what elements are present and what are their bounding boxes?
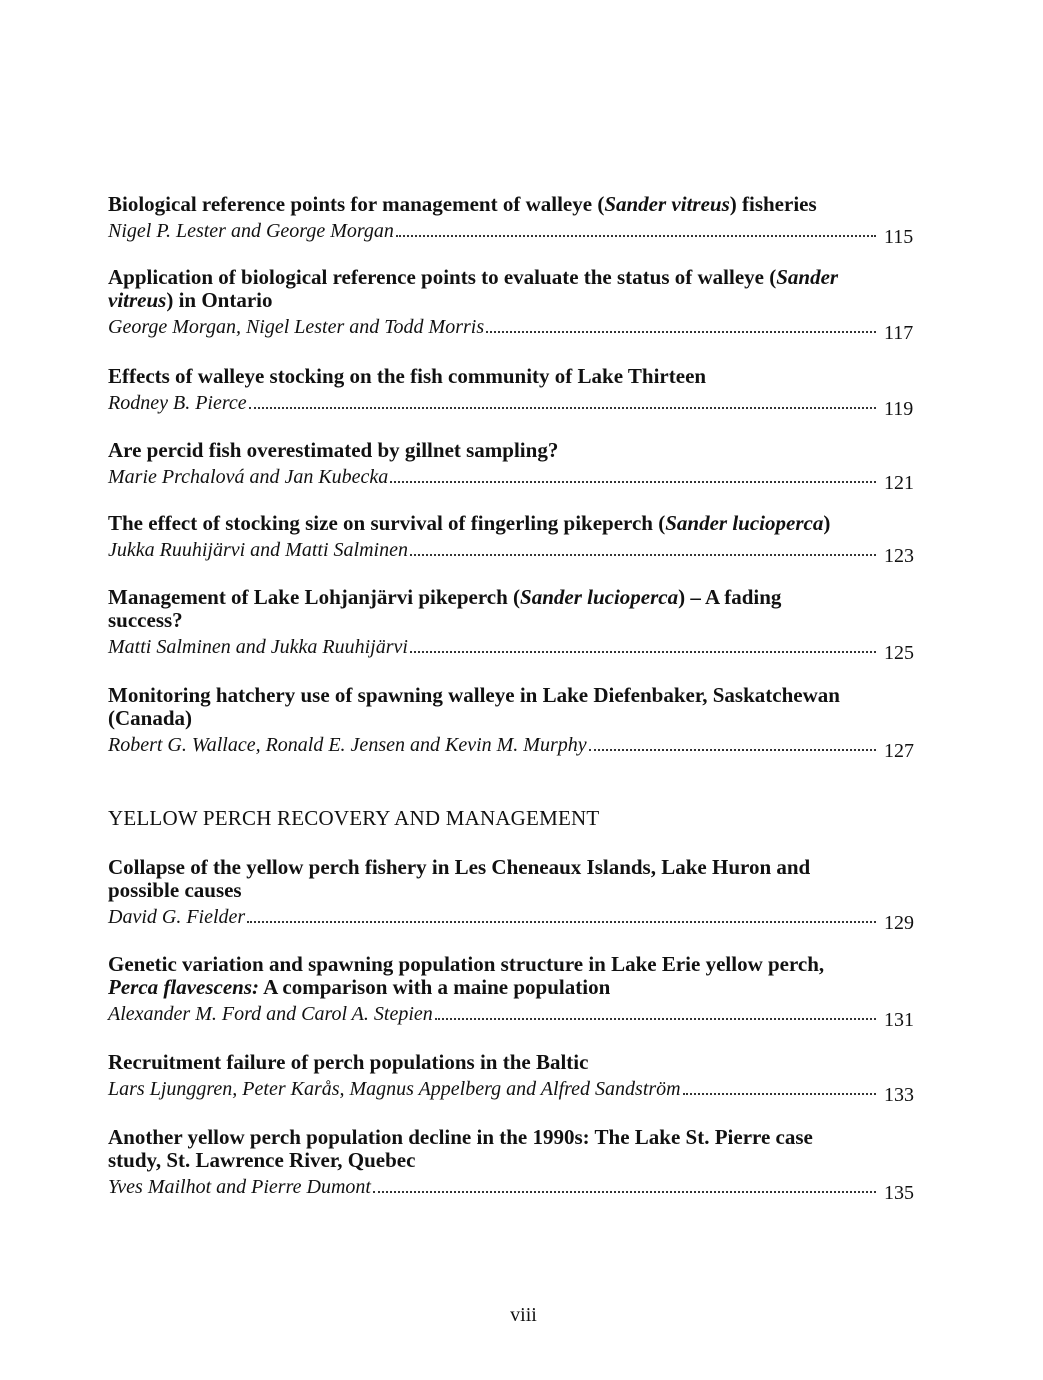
entry-title: Application of biological reference points to evaluate the status of walleye (Sander vitreus) in Ontario bbox=[108, 265, 839, 312]
toc-entry bbox=[108, 952, 928, 1031]
entry-page-number: 115 bbox=[884, 226, 914, 248]
entry-page-number: 125 bbox=[884, 642, 914, 664]
entry-authors: Marie Prchalová and Jan Kubecka bbox=[108, 466, 389, 488]
entry-authors-line bbox=[108, 535, 928, 567]
entry-authors-line bbox=[108, 902, 928, 934]
toc-entry bbox=[108, 855, 928, 934]
entry-title: Collapse of the yellow perch fishery in Les Cheneaux Islands, Lake Huron and possible causes bbox=[108, 855, 811, 902]
entry-title: Management of Lake Lohjanjärvi pikeperch (Sander lucioperca) – A fading success? bbox=[108, 585, 782, 632]
entry-authors: Jukka Ruuhijärvi and Matti Salminen bbox=[108, 539, 408, 561]
toc-entry bbox=[108, 192, 928, 248]
entry-page-number: 127 bbox=[884, 740, 914, 762]
entry-page-number: 119 bbox=[884, 398, 914, 420]
entry-authors: Nigel P. Lester and George Morgan bbox=[108, 220, 394, 242]
dot-leader bbox=[390, 480, 876, 483]
dot-leader bbox=[396, 234, 876, 237]
entry-authors: Matti Salminen and Jukka Ruuhijärvi bbox=[108, 636, 408, 658]
toc-entry bbox=[108, 683, 928, 762]
entry-authors: Rodney B. Pierce bbox=[108, 392, 247, 414]
entry-authors-line bbox=[108, 632, 928, 664]
entry-title: Genetic variation and spawning population structure in Lake Erie yellow perch, Perca flavescens: A comparison with a maine population bbox=[108, 952, 825, 999]
entry-authors-line bbox=[108, 312, 928, 344]
entry-title: Biological reference points for management of walleye (Sander vitreus) fisheries bbox=[108, 192, 817, 216]
dot-leader bbox=[589, 748, 876, 751]
toc-entry bbox=[108, 585, 928, 664]
entry-page-number: 135 bbox=[884, 1182, 914, 1204]
entry-title: Monitoring hatchery use of spawning walleye in Lake Diefenbaker, Saskatchewan (Canada) bbox=[108, 683, 840, 730]
dot-leader bbox=[410, 650, 876, 653]
entry-authors: Lars Ljunggren, Peter Karås, Magnus Appelberg and Alfred Sandström bbox=[108, 1078, 681, 1100]
dot-leader bbox=[486, 330, 876, 333]
entry-authors: Alexander M. Ford and Carol A. Stepien bbox=[108, 1003, 433, 1025]
entry-authors-line bbox=[108, 1172, 928, 1204]
entry-authors: David G. Fielder bbox=[108, 906, 246, 928]
entry-page-number: 117 bbox=[884, 322, 914, 344]
entry-authors: Yves Mailhot and Pierre Dumont bbox=[108, 1176, 371, 1198]
entry-title: Another yellow perch population decline in the 1990s: The Lake St. Pierre case study, St. Lawrence River, Quebec bbox=[108, 1125, 813, 1172]
entry-title: Are percid fish overestimated by gillnet sampling? bbox=[108, 438, 559, 462]
toc-entry bbox=[108, 265, 928, 344]
entry-authors-line bbox=[108, 462, 928, 494]
entry-title: Effects of walleye stocking on the fish community of Lake Thirteen bbox=[108, 364, 707, 388]
entry-page-number: 133 bbox=[884, 1084, 914, 1106]
entry-page-number: 129 bbox=[884, 912, 914, 934]
entry-page-number: 131 bbox=[884, 1009, 914, 1031]
dot-leader bbox=[435, 1017, 876, 1020]
footer-page-number: viii bbox=[510, 1304, 537, 1326]
entry-authors-line bbox=[108, 1074, 928, 1106]
entry-page-number: 121 bbox=[884, 472, 914, 494]
toc-entry bbox=[108, 438, 928, 494]
entry-title: Recruitment failure of perch populations in the Baltic bbox=[108, 1050, 589, 1074]
toc-entry bbox=[108, 1125, 928, 1204]
entry-page-number: 123 bbox=[884, 545, 914, 567]
dot-leader bbox=[683, 1092, 876, 1095]
entry-authors-line bbox=[108, 388, 928, 420]
entry-authors-line bbox=[108, 730, 928, 762]
dot-leader bbox=[373, 1190, 876, 1193]
entry-authors: George Morgan, Nigel Lester and Todd Morris bbox=[108, 316, 485, 338]
toc-entry bbox=[108, 511, 928, 567]
entry-authors-line bbox=[108, 999, 928, 1031]
dot-leader bbox=[249, 406, 876, 409]
entry-authors-line bbox=[108, 216, 928, 248]
dot-leader bbox=[247, 920, 876, 923]
section-heading: YELLOW PERCH RECOVERY AND MANAGEMENT bbox=[108, 806, 600, 830]
dot-leader bbox=[410, 553, 876, 556]
toc-entry bbox=[108, 364, 928, 420]
entry-authors: Robert G. Wallace, Ronald E. Jensen and Kevin M. Murphy bbox=[108, 734, 587, 756]
entry-title: The effect of stocking size on survival of fingerling pikeperch (Sander lucioperca) bbox=[108, 511, 831, 535]
toc-entry bbox=[108, 1050, 928, 1106]
